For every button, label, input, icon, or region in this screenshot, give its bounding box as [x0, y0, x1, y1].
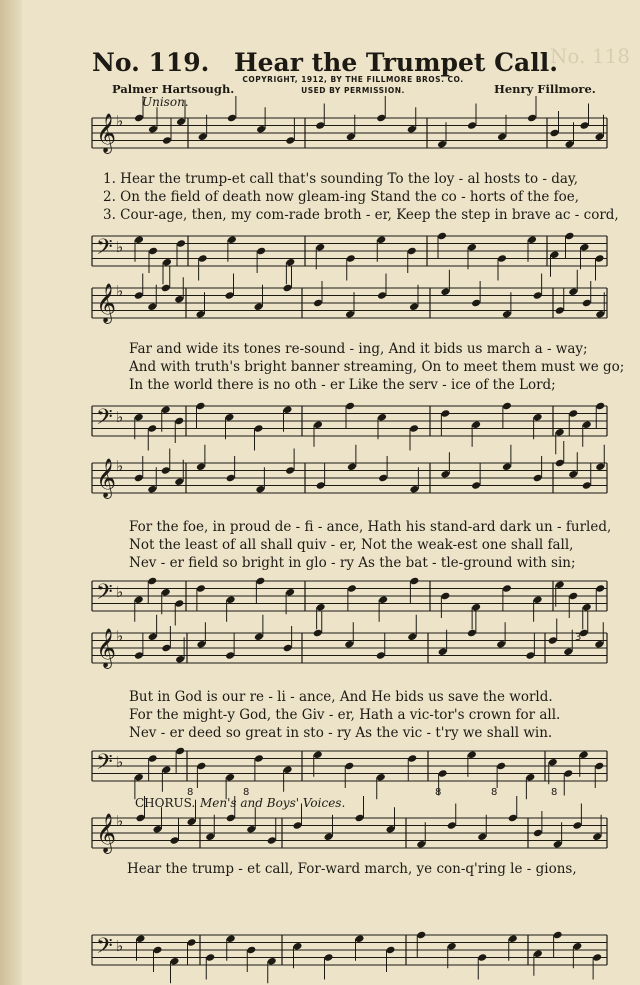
lyric-verse-1: For the foe, in proud de - fi - ance, Hath his stand-ard dark un - furled,: [129, 519, 612, 535]
lyrics-system-4: [129, 688, 560, 742]
bass-clef-icon: 𝄢: [96, 235, 113, 265]
treble-clef-icon: 𝄞: [96, 813, 117, 853]
flat-icon: ♭: [116, 627, 124, 645]
lyrics-chorus: [127, 860, 577, 878]
hymn-number: No. 119.: [92, 48, 210, 77]
lyric-verse-2: 2. On the field of death now gleam-ing Stand the co - horts of the foe,: [103, 189, 580, 205]
treble-clef-icon: 𝄞: [96, 113, 117, 153]
flat-icon: ♭: [116, 753, 124, 771]
triplet-mark: 3: [575, 632, 582, 643]
treble-clef-icon: 𝄞: [96, 458, 117, 498]
hymn-title: Hear the Trumpet Call.: [234, 48, 558, 77]
lyric-verse-3: 3. Cour-age, then, my com-rade broth - er, Keep the step in brave ac - cord,: [103, 207, 619, 223]
lyric-chorus-line: Hear the trump - et call, For-ward march, ye con-q'ring le - gions,: [127, 861, 577, 877]
unison-direction: Unison.: [142, 95, 189, 109]
permission-line: USED BY PERMISSION.: [301, 86, 405, 95]
lyric-verse-1: 1. Hear the trump-et call that's sounding To the loy - al hosts to - day,: [103, 171, 579, 187]
flat-icon: ♭: [116, 812, 124, 830]
composer-credit: Henry Fillmore.: [494, 82, 596, 96]
lyrics-system-1: [103, 170, 619, 224]
lyrics-system-2: [129, 340, 624, 394]
chorus-label: CHORUS.: [135, 796, 196, 810]
treble-clef-icon: 𝄞: [96, 283, 117, 323]
poet-credit: Palmer Hartsough.: [112, 82, 235, 96]
lyric-verse-3: In the world there is no oth - er Like the serv - ice of the Lord;: [129, 377, 556, 393]
bass-clef-icon: 𝄢: [96, 750, 113, 780]
treble-clef-icon: 𝄞: [96, 628, 117, 668]
flat-icon: ♭: [116, 282, 124, 300]
flat-icon: ♭: [116, 408, 124, 426]
flat-icon: ♭: [116, 457, 124, 475]
flat-icon: ♭: [116, 937, 124, 955]
bass-clef-icon: 𝄢: [96, 934, 113, 964]
flat-icon: ♭: [116, 112, 124, 130]
ottava-mark: 8: [491, 787, 498, 798]
ottava-mark: 8: [551, 787, 558, 798]
lyric-verse-3: Nev - er field so bright in glo - ry As the bat - tle-ground with sin;: [129, 555, 576, 571]
lyric-verse-2: For the might-y God, the Giv - er, Hath a vic-tor's crown for all.: [129, 707, 561, 723]
bass-clef-icon: 𝄢: [96, 405, 113, 435]
lyric-verse-1: But in God is our re - li - ance, And He bids us save the world.: [129, 689, 553, 705]
ottava-mark: 8: [187, 787, 194, 798]
lyrics-system-3: [129, 518, 611, 572]
flat-icon: ♭: [116, 238, 124, 256]
bass-clef-icon: 𝄢: [96, 580, 113, 610]
chorus-voices: Men's and Boys' Voices.: [200, 796, 346, 810]
ottava-mark: 8: [243, 787, 250, 798]
clef-signs: [96, 112, 123, 964]
lyric-verse-2: Not the least of all shall quiv - er, Not the weak-est one shall fall,: [129, 537, 574, 553]
flat-icon: ♭: [116, 583, 124, 601]
lyric-verse-2: And with truth's bright banner streaming, On to meet them must we go;: [129, 359, 625, 375]
lyric-verse-3: Nev - er deed so great in sto - ry As the vic - t'ry we shall win.: [129, 725, 553, 741]
bleed-through-text: No. 118: [549, 44, 630, 68]
copyright-line: COPYRIGHT, 1912, BY THE FILLMORE BROS. CO.: [242, 75, 464, 84]
ottava-mark: 8: [435, 787, 442, 798]
lyric-verse-1: Far and wide its tones re-sound - ing, And it bids us march a - way;: [129, 341, 588, 357]
